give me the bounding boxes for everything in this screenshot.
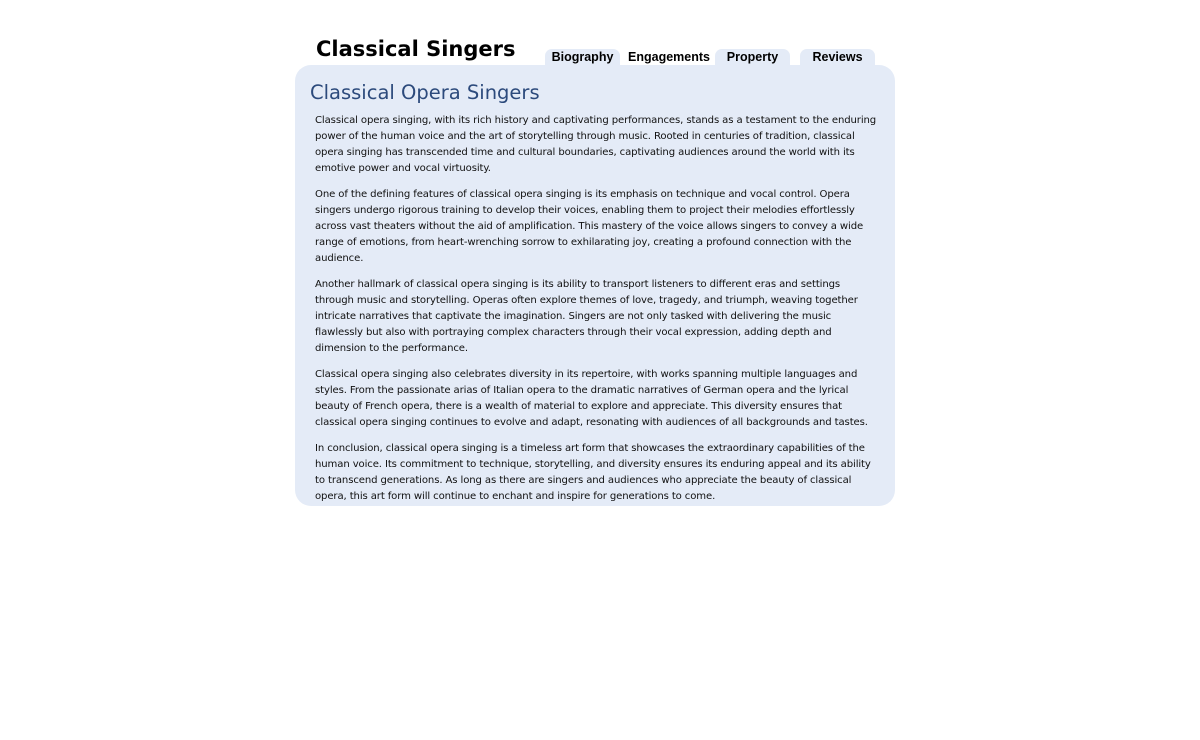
article-paragraph: Classical opera singing, with its rich history and captivating performances, stands as a testament to the enduring power of the human voice and the art of storytelling through music. Rooted in centuries of tradition, classical opera singing has transcended time and cultural boundaries, captivating audiences around the world with its emotive power and vocal virtuosity. — [315, 115, 877, 174]
article-paragraph: In conclusion, classical opera singing is a timeless art form that showcases the extraordinary capabilities of the human voice. Its commitment to technique, storytelling, and diversity ensures its enduring appeal and its ability to transcend generations. As long as there are singers and audiences who appreciate the beauty of classical opera, this art form will continue to enchant and inspire for generations to come. — [315, 443, 871, 502]
site-title: Classical Singers — [316, 37, 516, 61]
tab-biography[interactable]: Biography — [545, 49, 620, 66]
article-body — [315, 113, 877, 515]
content-panel — [295, 65, 895, 506]
article-paragraph: Another hallmark of classical opera singing is its ability to transport listeners to different eras and settings through music and storytelling. Operas often explore themes of love, tragedy, and triumph, weaving together intricate narratives that captivate the imagination. Singers are not only tasked with delivering the music flawlessly but also with portraying complex characters through their vocal expression, adding depth and dimension to the performance. — [315, 279, 858, 354]
tab-reviews[interactable]: Reviews — [800, 49, 875, 66]
article-paragraph: One of the defining features of classical opera singing is its emphasis on technique and vocal control. Opera singers undergo rigorous training to develop their voices, enabling them to project their melodies effortlessly across vast theaters without the aid of amplification. This mastery of the voice allows singers to convey a wide range of emotions, from heart-wrenching sorrow to exhilarating joy, creating a profound connection with the audience. — [315, 189, 864, 264]
content-heading: Classical Opera Singers — [310, 81, 540, 104]
article-paragraph: Classical opera singing also celebrates diversity in its repertoire, with works spanning multiple languages and styles. From the passionate arias of Italian opera to the dramatic narratives of German opera and the lyrical beauty of French opera, there is a wealth of material to explore and appreciate. This diversity ensures that classical opera singing continues to evolve and adapt, resonating with audiences of all backgrounds and tastes. — [315, 369, 868, 428]
tab-property[interactable]: Property — [715, 49, 790, 66]
nav-tabs — [295, 49, 895, 66]
tab-engagements[interactable]: Engagements — [628, 50, 710, 64]
